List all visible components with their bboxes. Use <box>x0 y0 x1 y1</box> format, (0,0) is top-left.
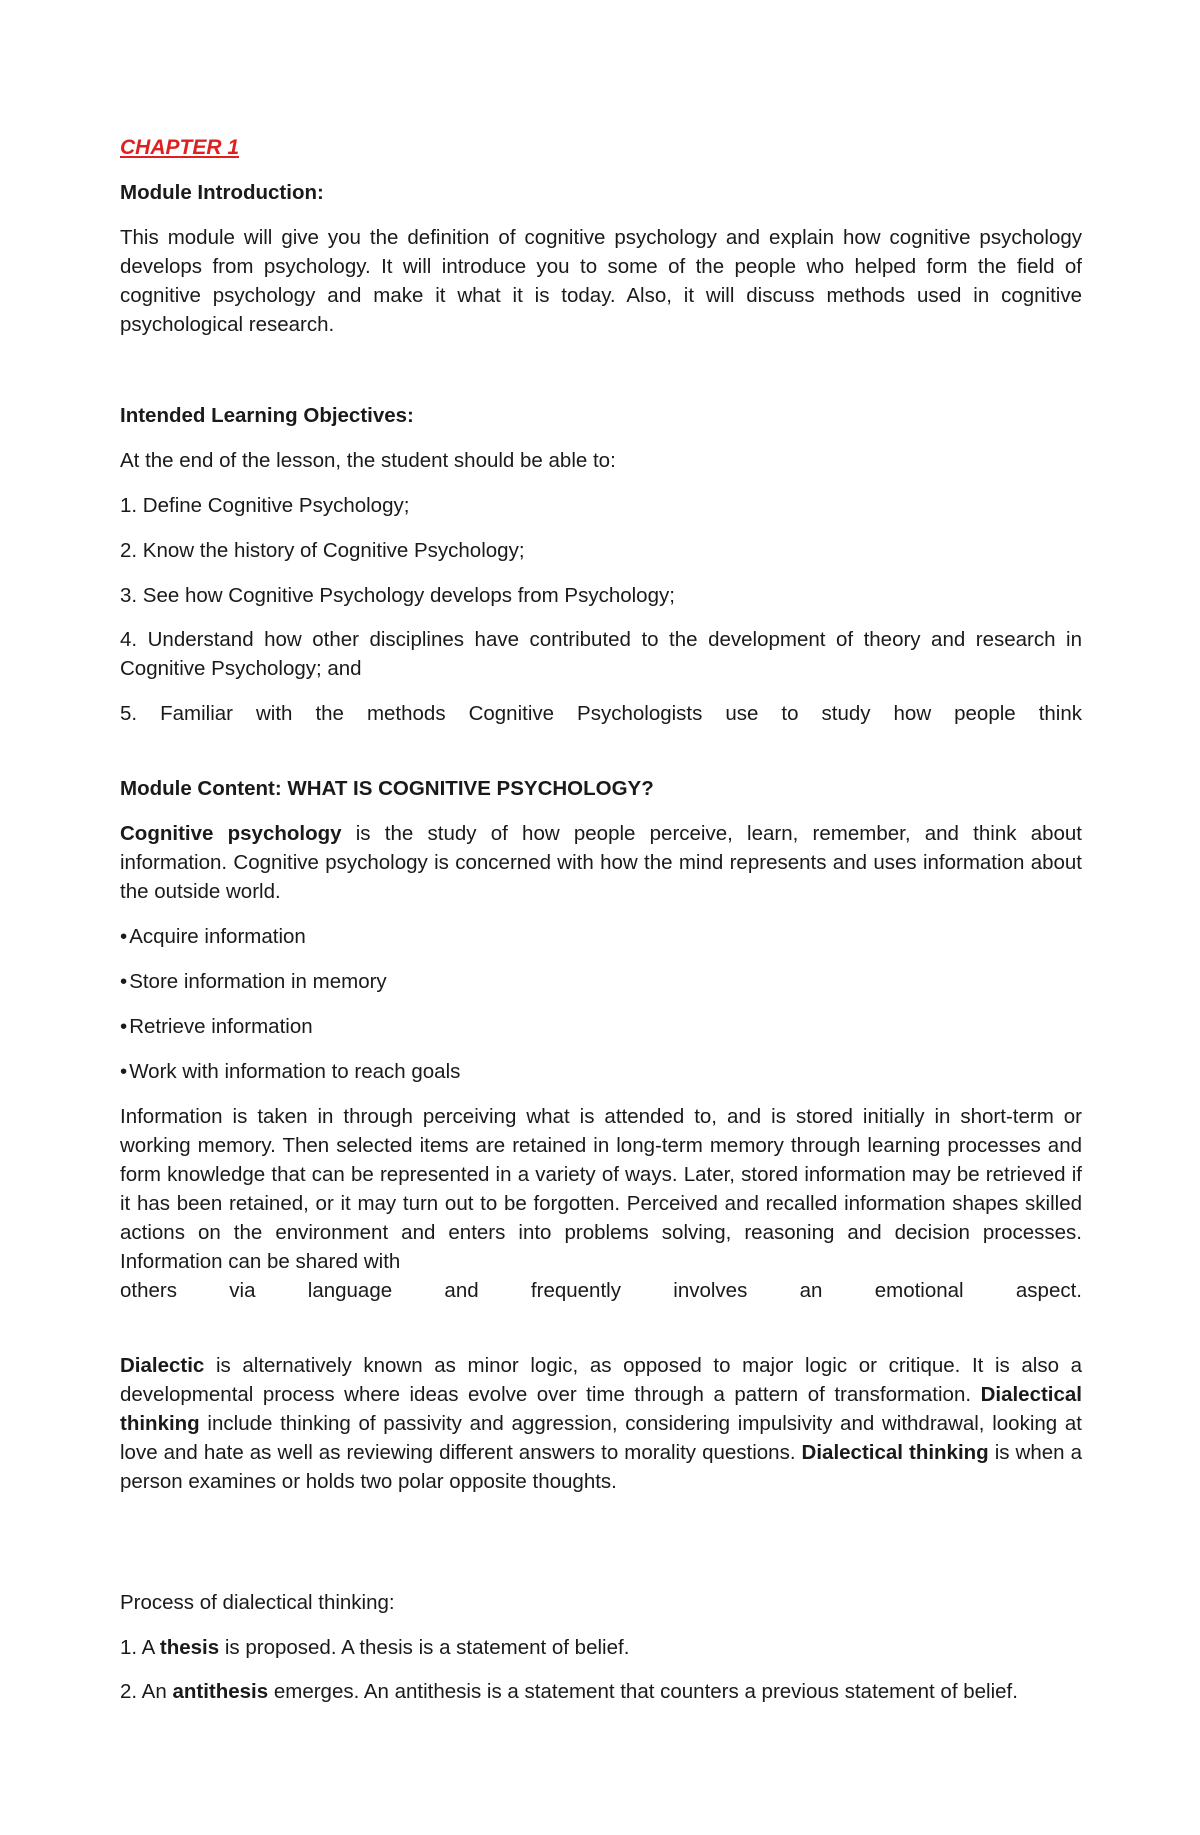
antithesis-term: antithesis <box>172 1680 269 1703</box>
dialectical-thinking-term: Dialectical thinking <box>801 1441 989 1464</box>
step-number: 2. An <box>120 1680 173 1703</box>
dialectical-thinking-term: Dialectical thinking <box>120 1383 1082 1435</box>
process-step <box>120 1677 1082 1706</box>
definition-text: is the study of how people perceive, learn, remember, and think about information. Cognitive psychology is concerned with how the mind represents and uses information about the outside world. <box>120 822 1083 903</box>
information-paragraph: Information is taken in through perceiving what is attended to, and is stored initially in short-term or working memory. Then selected items are retained in long-term memory through learning processes and form knowledge that can be represented in a variety of ways. Later, stored information may be retrieved if it has been retained, or it may turn out to be forgotten. Perceived and recalled information shapes skilled actions on the environment and enters into problems solving, reasoning and decision processes. Information can be shared with <box>120 1105 1082 1273</box>
dialectic-paragraph <box>120 1351 1082 1496</box>
step-number: 1. A <box>120 1636 160 1659</box>
process-heading: Process of dialectical thinking: <box>120 1591 395 1614</box>
thesis-term: thesis <box>159 1636 220 1659</box>
chapter-title: CHAPTER 1 <box>120 136 240 159</box>
objective-item: 2. Know the history of Cognitive Psychology; <box>120 539 525 562</box>
objective-item: 3. See how Cognitive Psychology develops from Psychology; <box>120 584 675 607</box>
list-item: • Acquire information <box>120 922 1082 951</box>
objective-item: 5. Familiar with the methods Cognitive Psychologists use to study how people think <box>120 702 1082 725</box>
step-text: emerges. An antithesis is a statement that counters a previous statement of belief. <box>268 1680 1018 1703</box>
dialectic-text: include thinking of passivity and aggression, considering impulsivity and withdrawal, looking at love and hate as well as reviewing different answers to morality questions. <box>120 1412 1082 1464</box>
module-intro-paragraph: This module will give you the definition of cognitive psychology and explain how cognitive psychology develops from psychology. It will introduce you to some of the people who helped form the field of cognitive psychology and make it what it is today. Also, it will discuss methods used in cognitive psychological research. <box>120 226 1082 336</box>
list-item: • Store information in memory <box>120 967 1082 996</box>
objective-item: 1. Define Cognitive Psychology; <box>120 494 410 517</box>
definition-paragraph <box>120 819 1082 906</box>
objectives-intro: At the end of the lesson, the student should be able to: <box>120 449 616 472</box>
list-item: • Retrieve information <box>120 1012 1082 1041</box>
dialectic-text: is alternatively known as minor logic, as opposed to major logic or critique. It is also a developmental process where ideas evolve over time through a pattern of transformation. <box>120 1354 1082 1406</box>
list-item: • Work with information to reach goals <box>120 1057 1082 1086</box>
objective-item: 4. Understand how other disciplines have contributed to the development of theory and research in Cognitive Psychology; and <box>120 628 1082 680</box>
objectives-heading: Intended Learning Objectives: <box>120 404 414 427</box>
information-paragraph-last-line: others via language and frequently involves an emotional aspect. <box>120 1279 1082 1302</box>
dialectic-term: Dialectic <box>120 1354 205 1377</box>
definition-term: Cognitive psychology <box>120 822 342 845</box>
step-text: is proposed. A thesis is a statement of belief. <box>219 1636 630 1659</box>
module-intro-heading: Module Introduction: <box>120 181 324 204</box>
process-step <box>120 1633 1082 1662</box>
dialectic-text: is when a person examines or holds two polar opposite thoughts. <box>120 1441 1082 1493</box>
content-heading: Module Content: WHAT IS COGNITIVE PSYCHOLOGY? <box>120 777 654 800</box>
